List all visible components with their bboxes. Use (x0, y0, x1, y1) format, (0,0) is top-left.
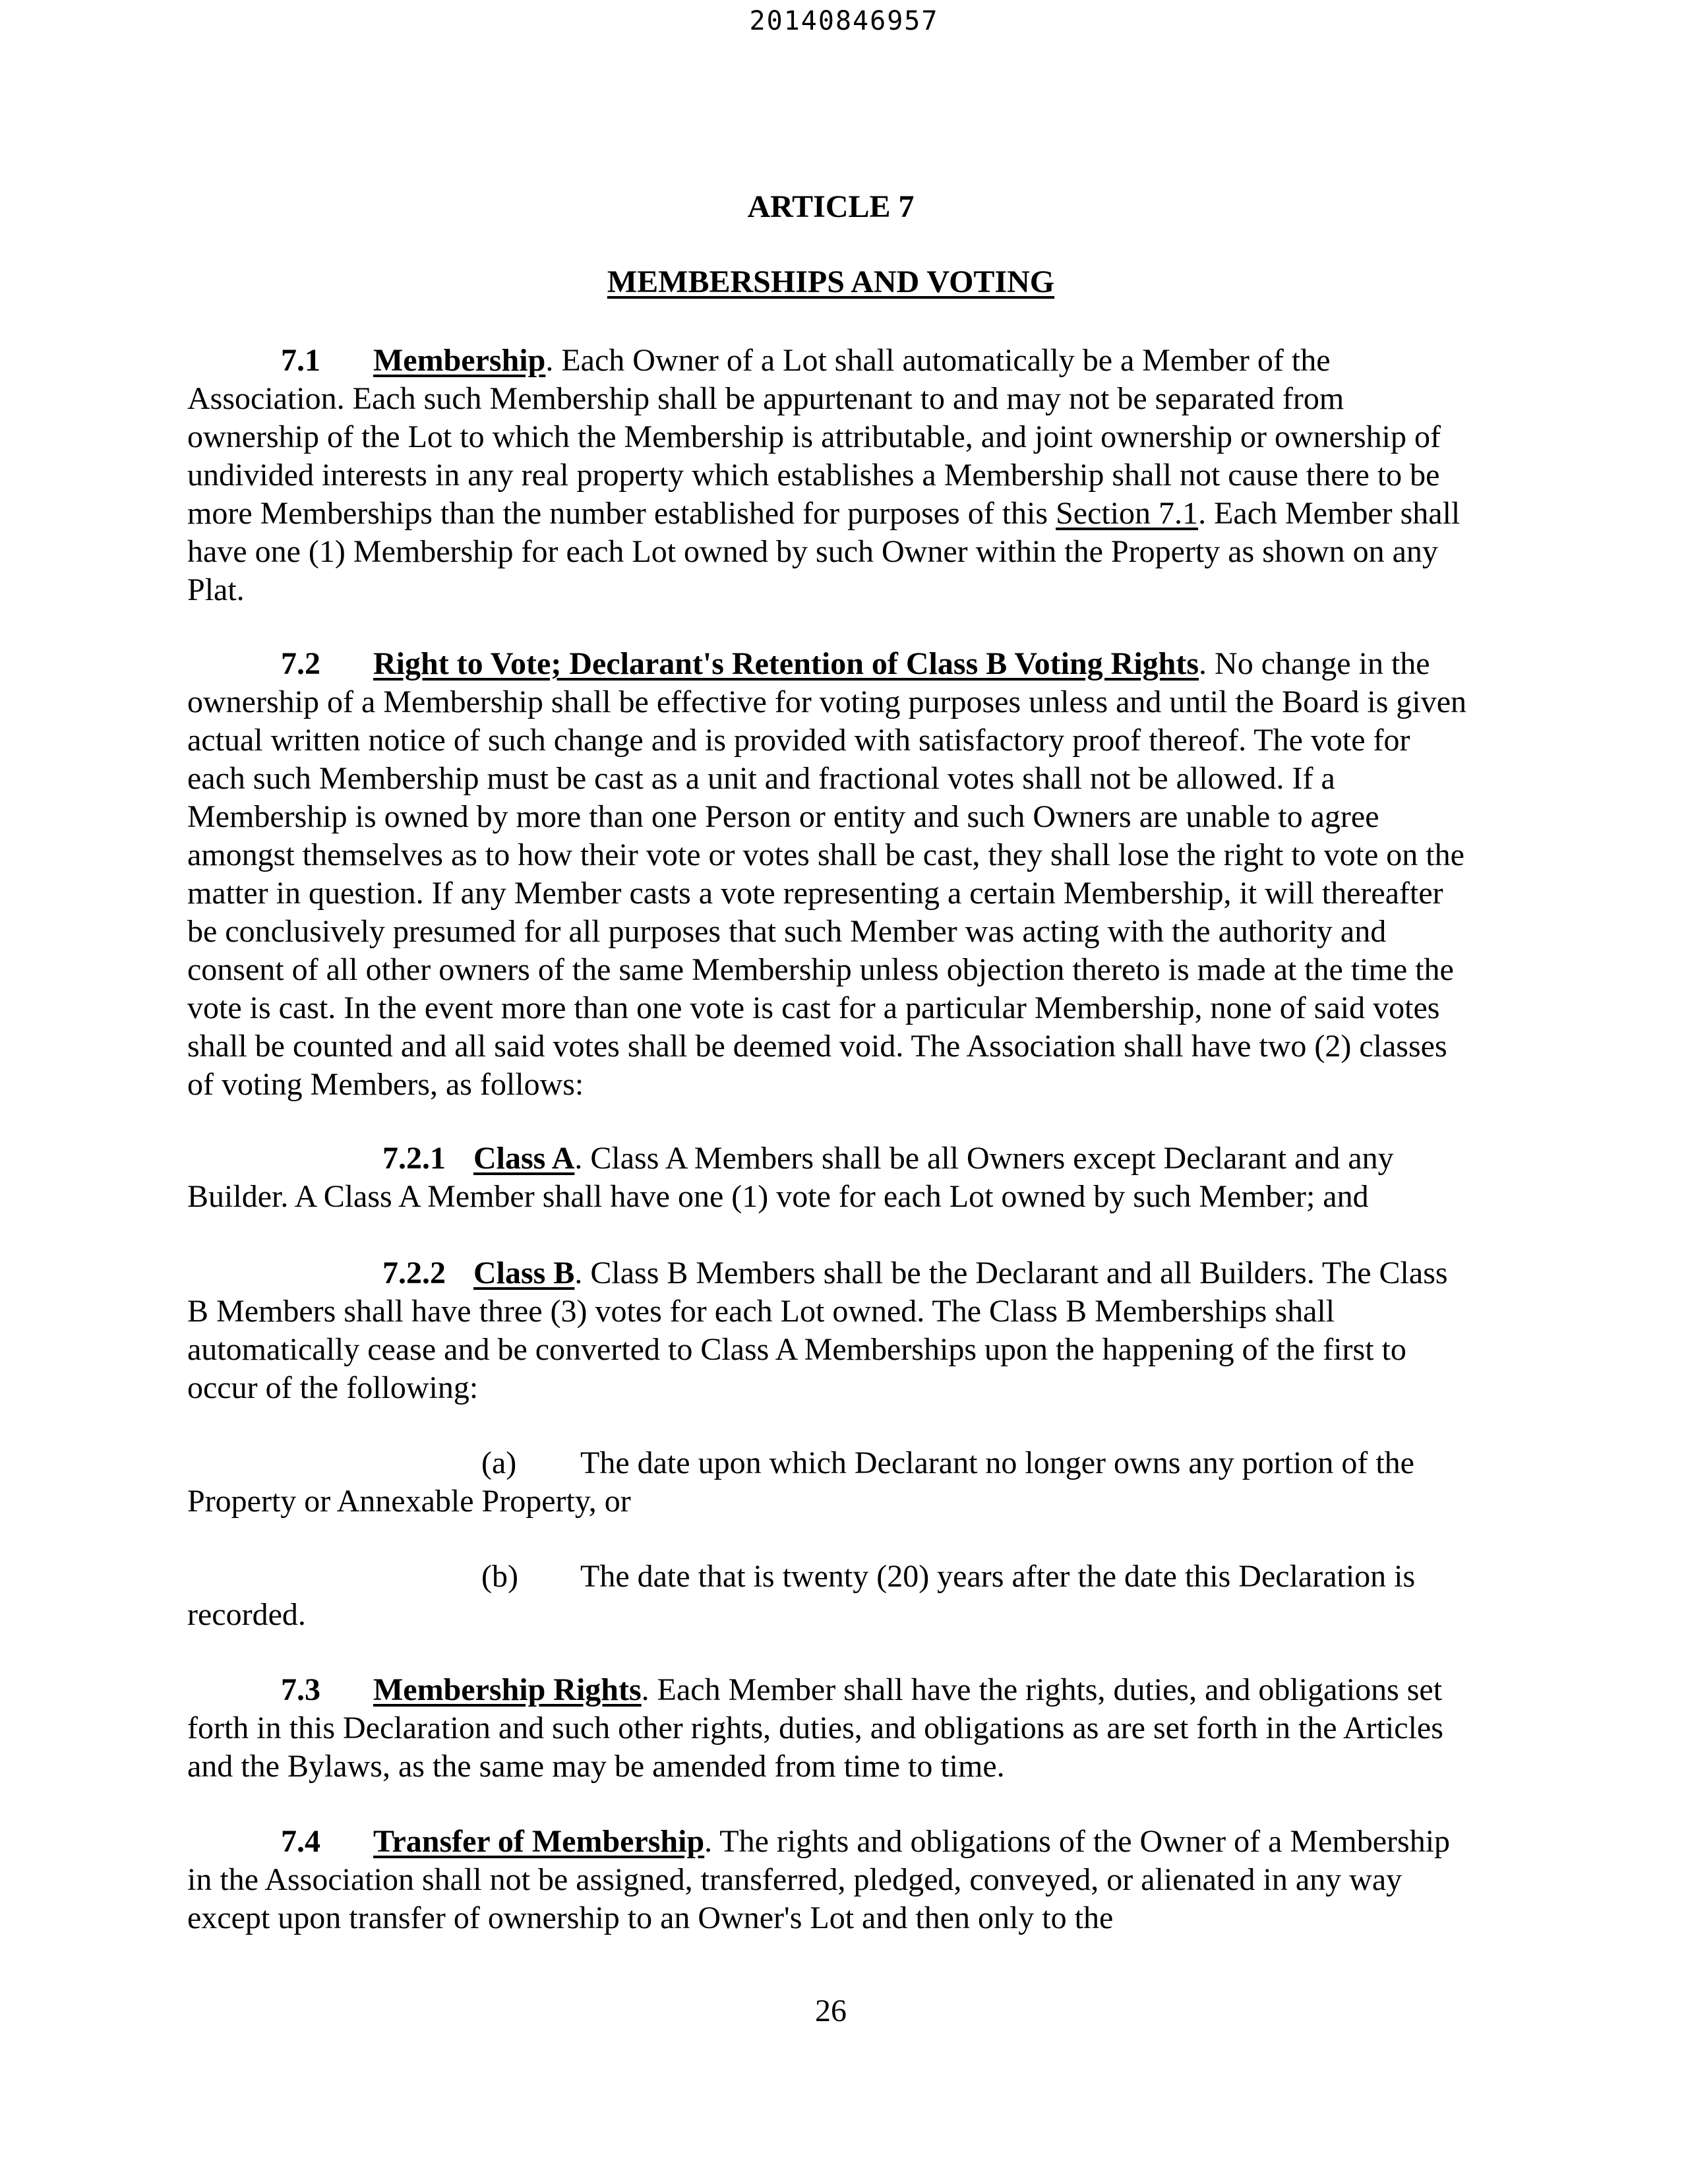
section-7-4 (187, 1823, 1473, 1937)
section-number: 7.1 (281, 343, 320, 378)
section-7-2-2 (187, 1254, 1473, 1407)
section-text: . No change in the ownership of a Membership shall be effective for voting purposes unless and until the Board is given actual written notice of such change and is provided with satisfactory proof thereof. The vote for each such Membership must be cast as a unit and fractional votes shall not be allowed. If a Membership is owned by more than one Person or entity and such Owners are unable to agree amongst themselves as to how their vote or votes shall be cast, they shall lose the right to vote on the matter in question. If any Member casts a vote representing a certain Membership, it will thereafter be conclusively presumed for all purposes that such Member was acting with the authority and consent of all other owners of the same Membership unless objection thereto is made at the time the vote is cast. In the event more than one vote is cast for a particular Membership, none of said votes shall be counted and all said votes shall be deemed void. The Association shall have two (2) classes of voting Members, as follows: (187, 646, 1467, 1102)
item-marker: (a) (481, 1445, 517, 1480)
section-text: . Class A Members shall be all Owners except Declarant and any Builder. A Class A Member shall have one (1) vote for each Lot owned by such Member; and (187, 1141, 1394, 1214)
item-text: The date upon which Declarant no longer owns any portion of the Property or Annexable Property, or (187, 1445, 1414, 1519)
article-title: ARTICLE 7 (747, 189, 915, 224)
section-7-2-1 (187, 1139, 1473, 1216)
section-7-3 (187, 1671, 1473, 1786)
section-number: 7.4 (281, 1824, 320, 1859)
section-text: . Each Member shall have the rights, duties, and obligations set forth in this Declaration and such other rights, duties, and obligations as are set forth in the Articles and the Bylaws, as the same may be amended from time to time. (187, 1672, 1443, 1784)
item-text: The date that is twenty (20) years after the date this Declaration is recorded. (187, 1559, 1416, 1632)
section-text: . Each Owner of a Lot shall automatically be a Member of the Association. Each such Membership shall be appurtenant to and may not be separated from ownership of the Lot to which the Membership is attributable, and joint ownership or ownership of undivided interests in any real property which establishes a Membership shall not cause there to be more Memberships than the number established for purposes of this (187, 343, 1441, 531)
section-text: . The rights and obligations of the Owner of a Membership in the Association shall not be assigned, transferred, pledged, conveyed, or alienated in any way except upon transfer of ownership to an Owner's Lot and then only to the (187, 1824, 1451, 1935)
section-number: 7.3 (281, 1672, 320, 1707)
section-title: Right to Vote; Declarant's Retention of Class B Voting Rights (373, 646, 1199, 681)
list-item-a (187, 1444, 1473, 1521)
section-number: 7.2.2 (382, 1256, 446, 1290)
section-title: Class A (473, 1141, 575, 1176)
page-number: 26 (815, 1993, 847, 2028)
item-marker: (b) (481, 1559, 518, 1594)
section-title: Membership (373, 343, 546, 378)
section-text-continued: . Each Member shall have one (1) Membership for each Lot owned by such Owner within the Property as shown on any Plat. (187, 496, 1461, 607)
section-number: 7.2 (281, 646, 320, 681)
section-title: Class B (473, 1256, 575, 1290)
section-title: Transfer of Membership (373, 1824, 705, 1859)
article-subtitle: MEMBERSHIPS AND VOTING (607, 264, 1055, 299)
section-number: 7.2.1 (382, 1141, 446, 1176)
document-number: 20140846957 (749, 6, 939, 36)
section-title: Membership Rights (373, 1672, 642, 1707)
list-item-b (187, 1558, 1473, 1634)
section-7-2 (187, 645, 1473, 1104)
section-cross-reference: Section 7.1 (1056, 496, 1199, 531)
section-text: . Class B Members shall be the Declarant and all Builders. The Class B Members shall have three (3) votes for each Lot owned. The Class B Memberships shall automatically cease and be converted to Class A Memberships upon the happening of the first to occur of the following: (187, 1256, 1448, 1405)
section-7-1 (187, 342, 1473, 609)
